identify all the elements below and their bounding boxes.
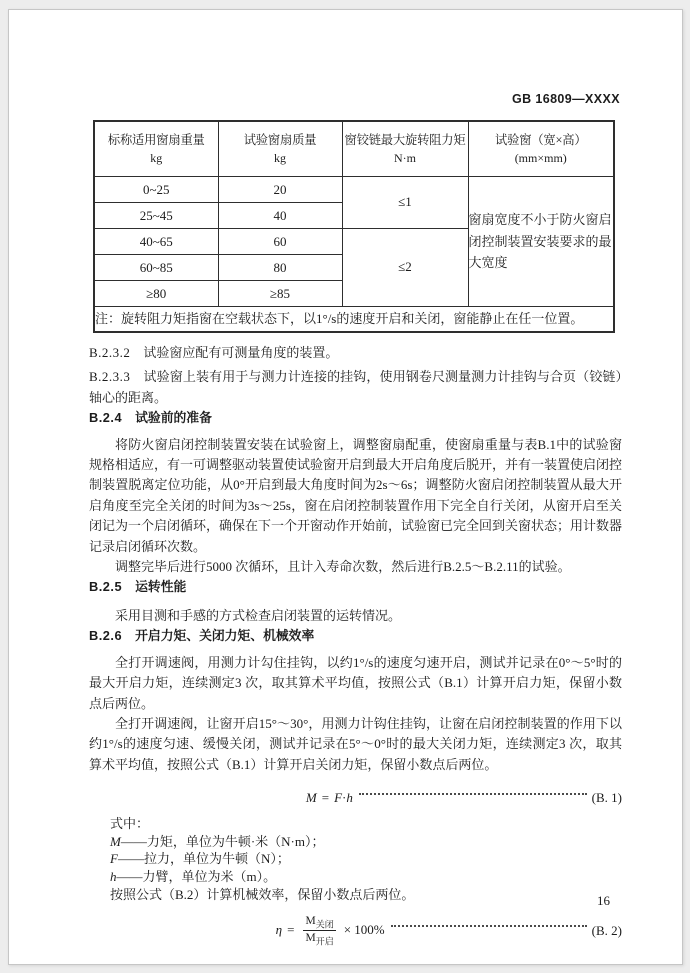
heading-number: B.2.6 — [89, 628, 123, 644]
standard-number-header: GB 16809—XXXX — [511, 92, 620, 106]
cell-mass: 60 — [218, 229, 342, 255]
formula-b2-expression: η = $\frac{M_{关闭}}{M_{开启}}$ × 100% — [275, 915, 385, 947]
heading-b24 — [89, 408, 622, 428]
cell-torque-le2: ≤2 — [342, 229, 468, 307]
formula-b2-label: (B. 2) — [591, 922, 622, 938]
heading-title: 开启力矩、关闭力矩、机械效率 — [135, 628, 315, 644]
table-row — [94, 177, 614, 203]
heading-title: 试验前的准备 — [135, 410, 212, 426]
paragraph-b26-opening: 全打开调速阀，用测力计勾住挂钩，以约1°/s的速度匀速开启，测试并记录在0°～5°时的最大开启力矩，连续测定3 次，取其算术平均值，按照公式（B.1）计算开启力矩，保留小数点后两位。 — [89, 654, 622, 711]
heading-title: 运转性能 — [135, 579, 187, 595]
heading-number: B.2.4 — [89, 410, 123, 426]
heading-b26 — [89, 626, 622, 646]
where-label: 式中： — [110, 816, 150, 832]
table-footnote: 注：旋转阻力矩指窗在空载状态下，以1°/s的速度开启和关闭，窗能静止在任一位置。 — [94, 307, 614, 333]
clause-number: B.2.3.2 — [89, 345, 131, 360]
paragraph-b24-cycles: 调整完毕后进行5000 次循环，且计入寿命次数，然后进行B.2.5～B.2.11的试验。 — [115, 559, 571, 575]
cell-mass: 80 — [218, 255, 342, 281]
formula-where-block — [110, 815, 622, 903]
table-header-row — [94, 121, 614, 177]
table-footnote-row — [94, 307, 614, 333]
cell-range: 60~85 — [94, 255, 218, 281]
page-number: 16 — [597, 893, 610, 908]
cell-range: 0~25 — [94, 177, 218, 203]
definition-f: F——拉力，单位为牛顿（N）； — [110, 851, 290, 867]
cell-torque-le1: ≤1 — [342, 177, 468, 229]
col-header-nominal-sash-weight: 标称适用窗扇重量 kg — [94, 121, 218, 177]
document-page — [8, 9, 683, 965]
test-window-spec-table — [93, 120, 615, 333]
cell-window-width-note: 窗扇宽度不小于防火窗启闭控制装置安装要求的最大宽度 — [468, 177, 614, 307]
col-header-test-window-size: 试验窗（宽×高） (mm×mm) — [468, 121, 614, 177]
clause-b232 — [89, 343, 622, 363]
cell-range: 25~45 — [94, 203, 218, 229]
dot-leader — [391, 925, 587, 927]
paragraph-b24-setup: 将防火窗启闭控制装置安装在试验窗上，调整窗扇配重，使窗扇重量与表B.1中的试验窗规格相适应，有一可调整驱动装置使试验窗开启到最大开启角度后脱开，并有一装置使启闭控制装置脱离定位功能，从0°开启到最大角度时间为2s～6s；调整防火窗启闭控制装置从最大开启角度至完全关闭的时间为3s～25s，窗在启闭控制装置作用下完全自行关闭，从窗开启至关闭记为一个启闭循环，确保在下一个开窗动作开始前，试验窗已完全回到关窗状态；用计数器记录启闭循环次数。 — [89, 436, 623, 554]
cell-mass: 20 — [218, 177, 342, 203]
fraction-numerator: $M_{关闭}$ — [305, 915, 334, 930]
cell-range: ≥80 — [94, 281, 218, 307]
clause-text: 试验窗应配有可测量角度的装置。 — [143, 345, 339, 360]
clause-text: 试验窗上装有用于与测力计连接的挂钩，使用钢卷尺测量测力计挂钩与合页（铰链）轴心的距离。 — [89, 369, 622, 405]
fraction — [303, 915, 335, 947]
clause-b233 — [89, 367, 622, 408]
paragraph-b25: 采用目测和手感的方式检查启闭装置的运转情况。 — [115, 607, 402, 623]
col-header-test-sash-mass: 试验窗扇质量 kg — [218, 121, 342, 177]
heading-b25 — [89, 577, 622, 597]
definition-h: h——力臂，单位为米（m）。 — [110, 868, 277, 884]
cell-mass: ≥85 — [218, 281, 342, 307]
dot-leader — [359, 793, 587, 795]
formula-b1-label: (B. 1) — [591, 790, 622, 806]
cell-range: 40~65 — [94, 229, 218, 255]
paragraph-b26-closing: 全打开调速阀，让窗开启15°～30°，用测力计钩住挂钩，让窗在启闭控制装置的作用下以约1°/s的速度匀速、缓慢关闭，测试并记录在5°～0°时的最大关闭力矩，连续测定3 次，取其算术平均值，按照公式（B.1）计算开启关闭力矩，保留小数点后两位。 — [89, 715, 622, 772]
formula-b1-expression: M = F·h — [305, 790, 353, 806]
col-header-hinge-torque: 窗铰链最大旋转阻力矩 N·m — [342, 121, 468, 177]
heading-number: B.2.5 — [89, 579, 123, 595]
clause-number: B.2.3.3 — [89, 369, 131, 385]
fraction-denominator: $M_{开启}$ — [305, 932, 334, 947]
definition-m: M——力矩，单位为牛顿·米（N·m）； — [110, 833, 325, 849]
page-content — [89, 10, 622, 947]
cell-mass: 40 — [218, 203, 342, 229]
paragraph-mechanical-efficiency: 按照公式（B.2）计算机械效率，保留小数点后两位。 — [110, 886, 415, 902]
formula-b1 — [89, 787, 622, 809]
formula-b2 — [89, 915, 622, 947]
